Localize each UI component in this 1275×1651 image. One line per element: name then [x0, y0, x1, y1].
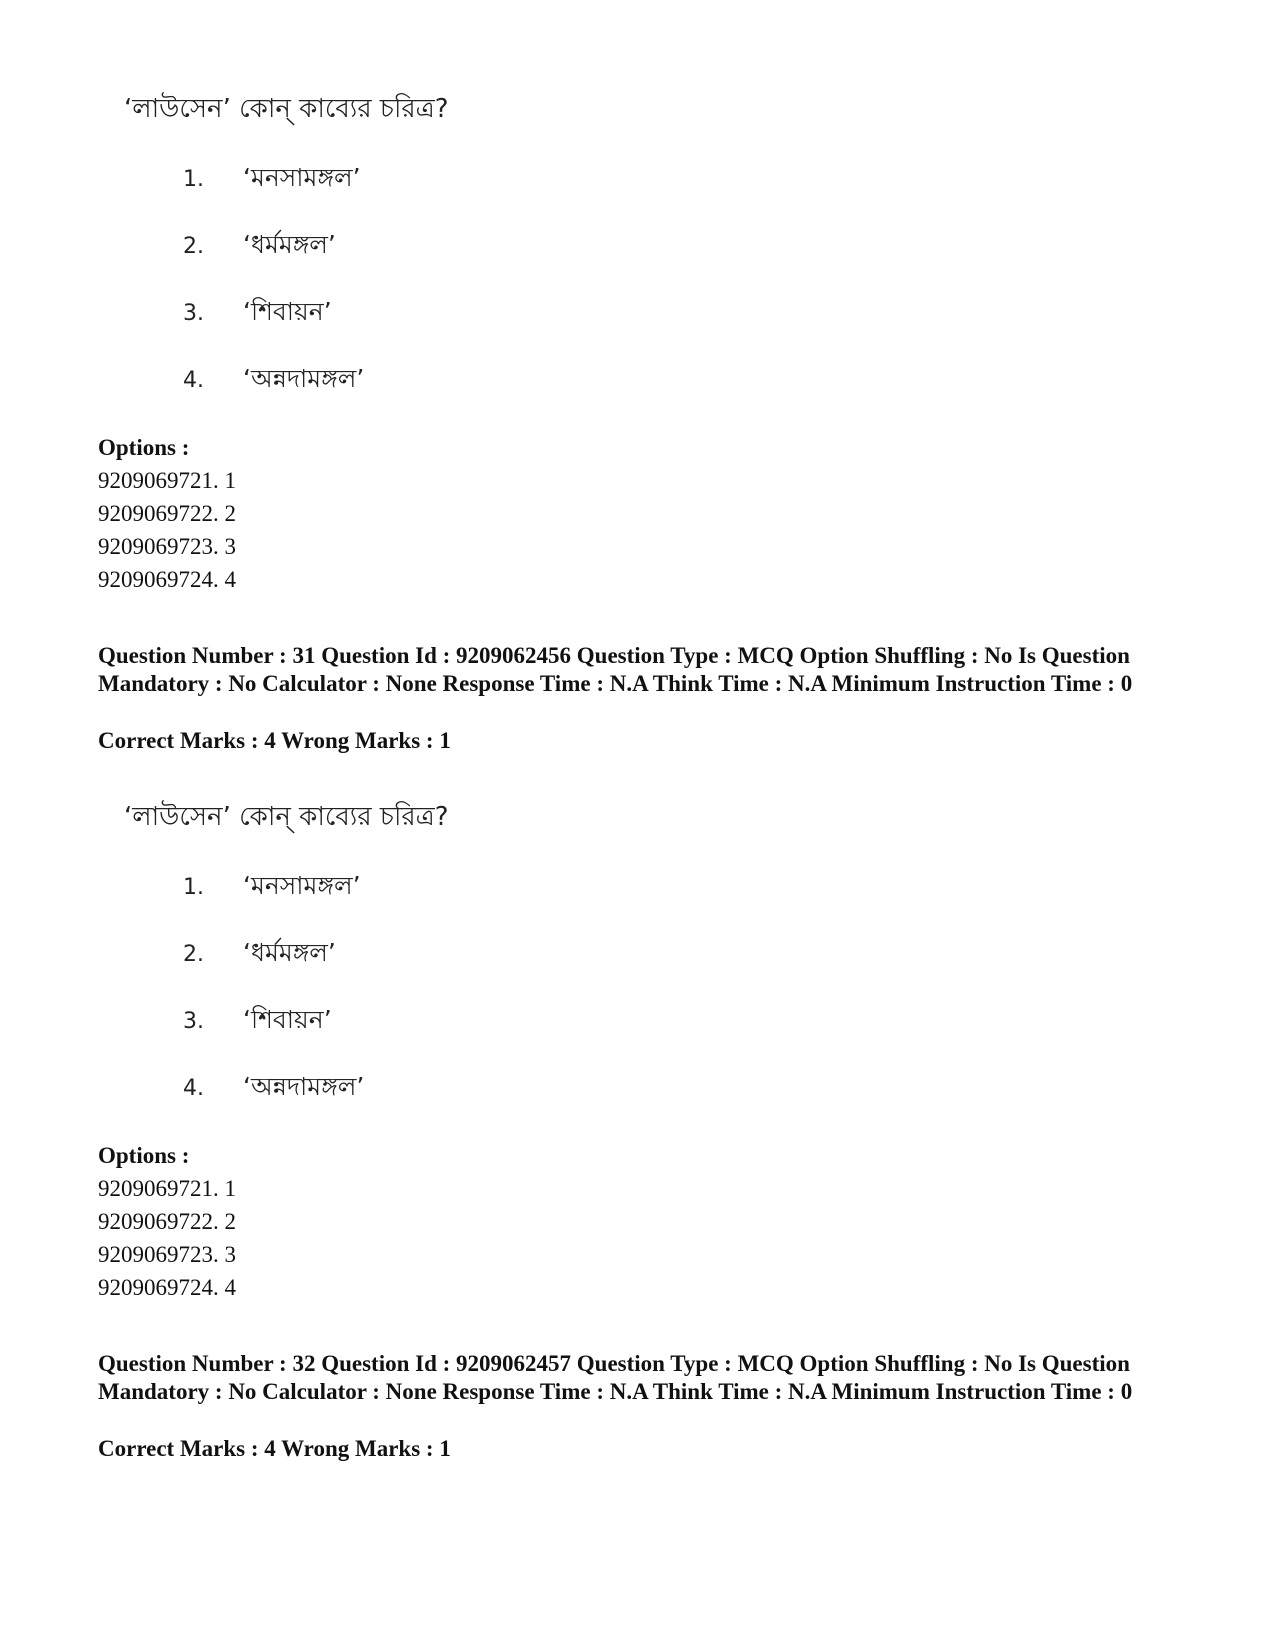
question-choice [183, 933, 336, 976]
question-choice [183, 158, 361, 201]
question-meta: Question Number : 32 Question Id : 9209062457 Question Type : MCQ Option Shuffling : No Is Question Mandatory : No Calculator : None Response Time : N.A Think Time : N.A Minimum Instruction Time : 0 [98, 1351, 1133, 1404]
choice-number: 3. [183, 1009, 204, 1034]
question-choice [183, 866, 361, 909]
option-row: 9209069724. 4 [98, 567, 236, 592]
options-heading: Options : [98, 1143, 190, 1168]
option-row: 9209069724. 4 [98, 1275, 236, 1300]
choice-text: ‘শিবায়ন’ [243, 297, 332, 326]
choice-number: 4. [183, 1076, 204, 1101]
choice-number: 4. [183, 368, 204, 393]
question-marks: Correct Marks : 4 Wrong Marks : 1 [98, 728, 451, 753]
choice-text: ‘ধর্মমঙ্গল’ [243, 230, 336, 259]
options-heading: Options : [98, 435, 190, 460]
choice-text: ‘অন্নদামঙ্গল’ [243, 364, 365, 393]
choice-number: 1. [183, 167, 204, 192]
question-text: ‘লাউসেন’ কোন্ কাব্যের চরিত্র? [124, 94, 449, 124]
question-meta: Question Number : 31 Question Id : 9209062456 Question Type : MCQ Option Shuffling : No Is Question Mandatory : No Calculator : None Response Time : N.A Think Time : N.A Minimum Instruction Time : 0 [98, 643, 1133, 696]
choice-number: 3. [183, 301, 204, 326]
question-choice [183, 1000, 332, 1043]
choice-text: ‘মনসামঙ্গল’ [243, 871, 361, 900]
choice-text: ‘অন্নদামঙ্গল’ [243, 1072, 365, 1101]
choice-text: ‘মনসামঙ্গল’ [243, 163, 361, 192]
choice-number: 2. [183, 942, 204, 967]
question-choice [183, 359, 364, 402]
question-text: ‘লাউসেন’ কোন্ কাব্যের চরিত্র? [124, 802, 449, 832]
choice-text: ‘শিবায়ন’ [243, 1005, 332, 1034]
question-marks: Correct Marks : 4 Wrong Marks : 1 [98, 1436, 451, 1461]
option-row: 9209069722. 2 [98, 1209, 236, 1234]
option-row: 9209069721. 1 [98, 468, 236, 493]
choice-number: 2. [183, 234, 204, 259]
choice-number: 1. [183, 875, 204, 900]
question-choice [183, 1067, 364, 1110]
question-choice [183, 225, 336, 268]
option-row: 9209069722. 2 [98, 501, 236, 526]
question-choice [183, 292, 332, 335]
option-row: 9209069721. 1 [98, 1176, 236, 1201]
choice-text: ‘ধর্মমঙ্গল’ [243, 938, 336, 967]
option-row: 9209069723. 3 [98, 1242, 236, 1267]
option-row: 9209069723. 3 [98, 534, 236, 559]
